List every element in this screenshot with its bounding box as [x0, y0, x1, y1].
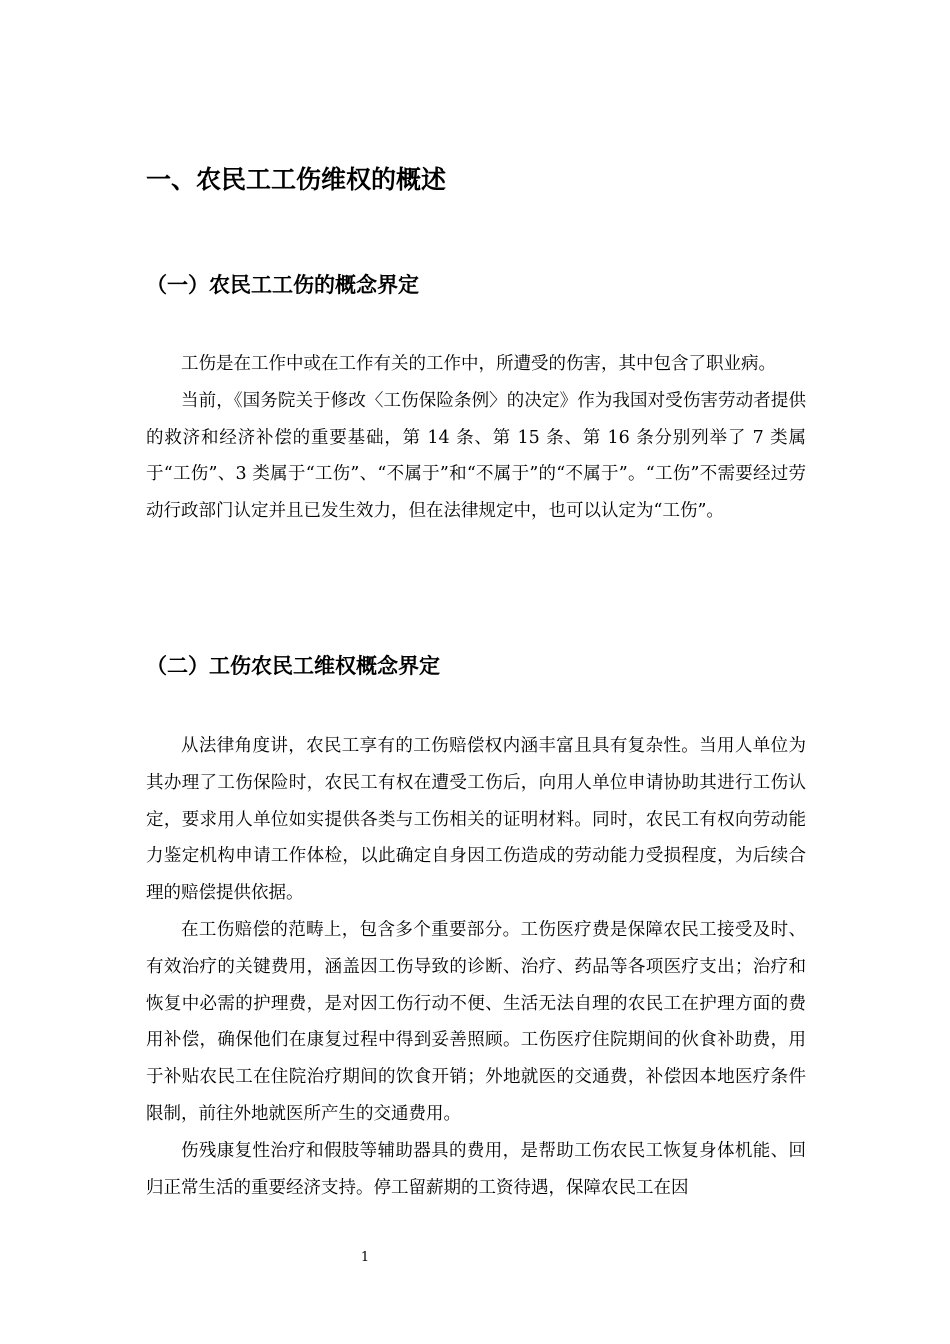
paragraph: 当前，《国务院关于修改〈工伤保险条例〉的决定》作为我国对受伤害劳动者提供的救济和经济补偿的重要基础，第 14 条、第 15 条、第 16 条分别列举了 7 类属于“工伤”、3 类属于“工伤”、“不属于”和“不属于”的“不属于”。“工伤”不需要经过劳动行政部门认定并且已发生效力，但在法律规定中，也可以认定为“工伤”。	[146, 390, 806, 522]
section-title-2: （二）工伤农民工维权概念界定	[146, 654, 440, 678]
paragraph: 在工伤赔偿的范畴上，包含多个重要部分。工伤医疗费是保障农民工接受及时、有效治疗的关键费用，涵盖因工伤导致的诊断、治疗、药品等各项医疗支出；治疗和恢复中必需的护理费，是对因工伤行动不便、生活无法自理的农民工在护理方面的费用补偿，确保他们在康复过程中得到妥善照顾。工伤医疗住院期间的伙食补助费，用于补贴农民工在住院治疗期间的饮食开销；外地就医的交通费，补偿因本地医疗条件限制，前往外地就医所产生的交通费用。	[146, 919, 806, 1124]
chapter-heading: 一、农民工工伤维权的概述	[146, 165, 447, 194]
paragraph: 伤残康复性治疗和假肢等辅助器具的费用，是帮助工伤农民工恢复身体机能、回归正常生活的重要经济支持。停工留薪期的工资待遇，保障农民工在因	[146, 1140, 806, 1198]
paragraph: 从法律角度讲，农民工享有的工伤赔偿权内涵丰富且具有复杂性。当用人单位为其办理了工伤保险时，农民工有权在遭受工伤后，向用人单位申请协助其进行工伤认定，要求用人单位如实提供各类与工伤相关的证明材料。同时，农民工有权向劳动能力鉴定机构申请工作体检，以此确定自身因工伤造成的劳动能力受损程度，为后续合理的赔偿提供依据。	[146, 736, 806, 904]
page-number: 1	[360, 1250, 370, 1265]
section-title-1: （一）农民工工伤的概念界定	[146, 273, 419, 297]
section-1-body	[146, 346, 806, 530]
paragraph: 工伤是在工作中或在工作有关的工作中，所遭受的伤害，其中包含了职业病。	[181, 354, 776, 374]
section-2-body	[146, 728, 806, 1206]
